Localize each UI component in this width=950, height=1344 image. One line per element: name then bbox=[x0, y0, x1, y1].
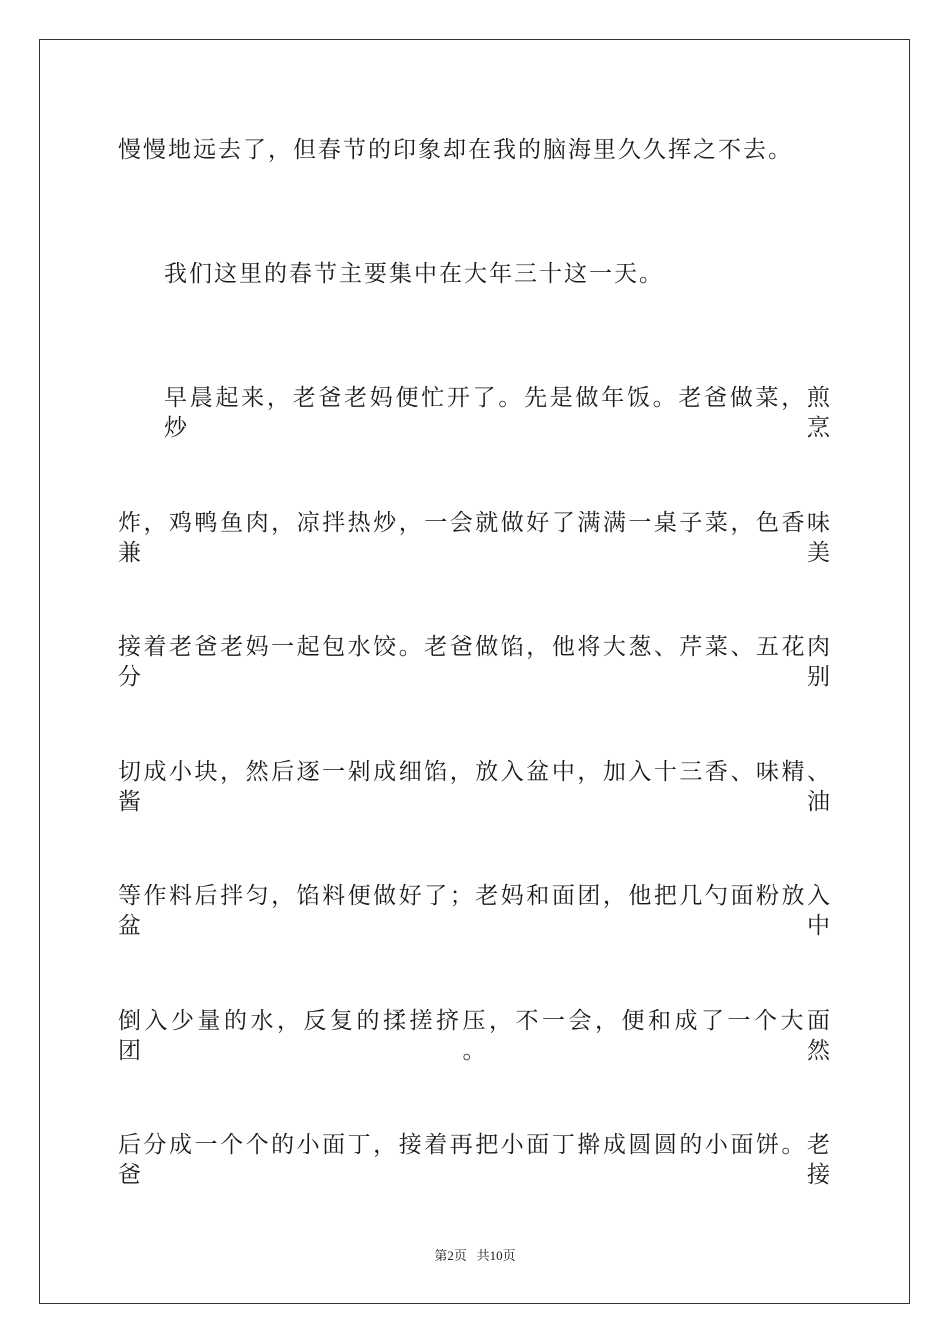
body-line-4: 炸，鸡鸭鱼肉，凉拌热炒，一会就做好了满满一桌子菜，色香味兼美 bbox=[118, 510, 832, 566]
page-footer bbox=[0, 1245, 950, 1264]
body-line-7: 等作料后拌匀，馅料便做好了；老妈和面团，他把几勺面粉放入盆中 bbox=[118, 883, 832, 939]
body-line-3: 早晨起来，老爸老妈便忙开了。先是做年饭。老爸做菜，煎炒烹 bbox=[164, 385, 832, 441]
body-line-8: 倒入少量的水，反复的揉搓挤压，不一会，便和成了一个大面团。然 bbox=[118, 1008, 832, 1064]
body-line-6: 切成小块，然后逐一剁成细馅，放入盆中，加入十三香、味精、酱油 bbox=[118, 759, 832, 815]
body-line-5: 接着老爸老妈一起包水饺。老爸做馅，他将大葱、芹菜、五花肉分别 bbox=[118, 634, 832, 690]
body-line-1: 慢慢地远去了，但春节的印象却在我的脑海里久久挥之不去。 bbox=[118, 137, 793, 163]
total-pages: 共10页 bbox=[476, 1248, 516, 1263]
body-line-9: 后分成一个个的小面丁，接着再把小面丁擀成圆圆的小面饼。老爸接 bbox=[118, 1132, 832, 1188]
body-line-2: 我们这里的春节主要集中在大年三十这一天。 bbox=[164, 261, 664, 287]
page-number: 第2页 bbox=[434, 1248, 467, 1263]
